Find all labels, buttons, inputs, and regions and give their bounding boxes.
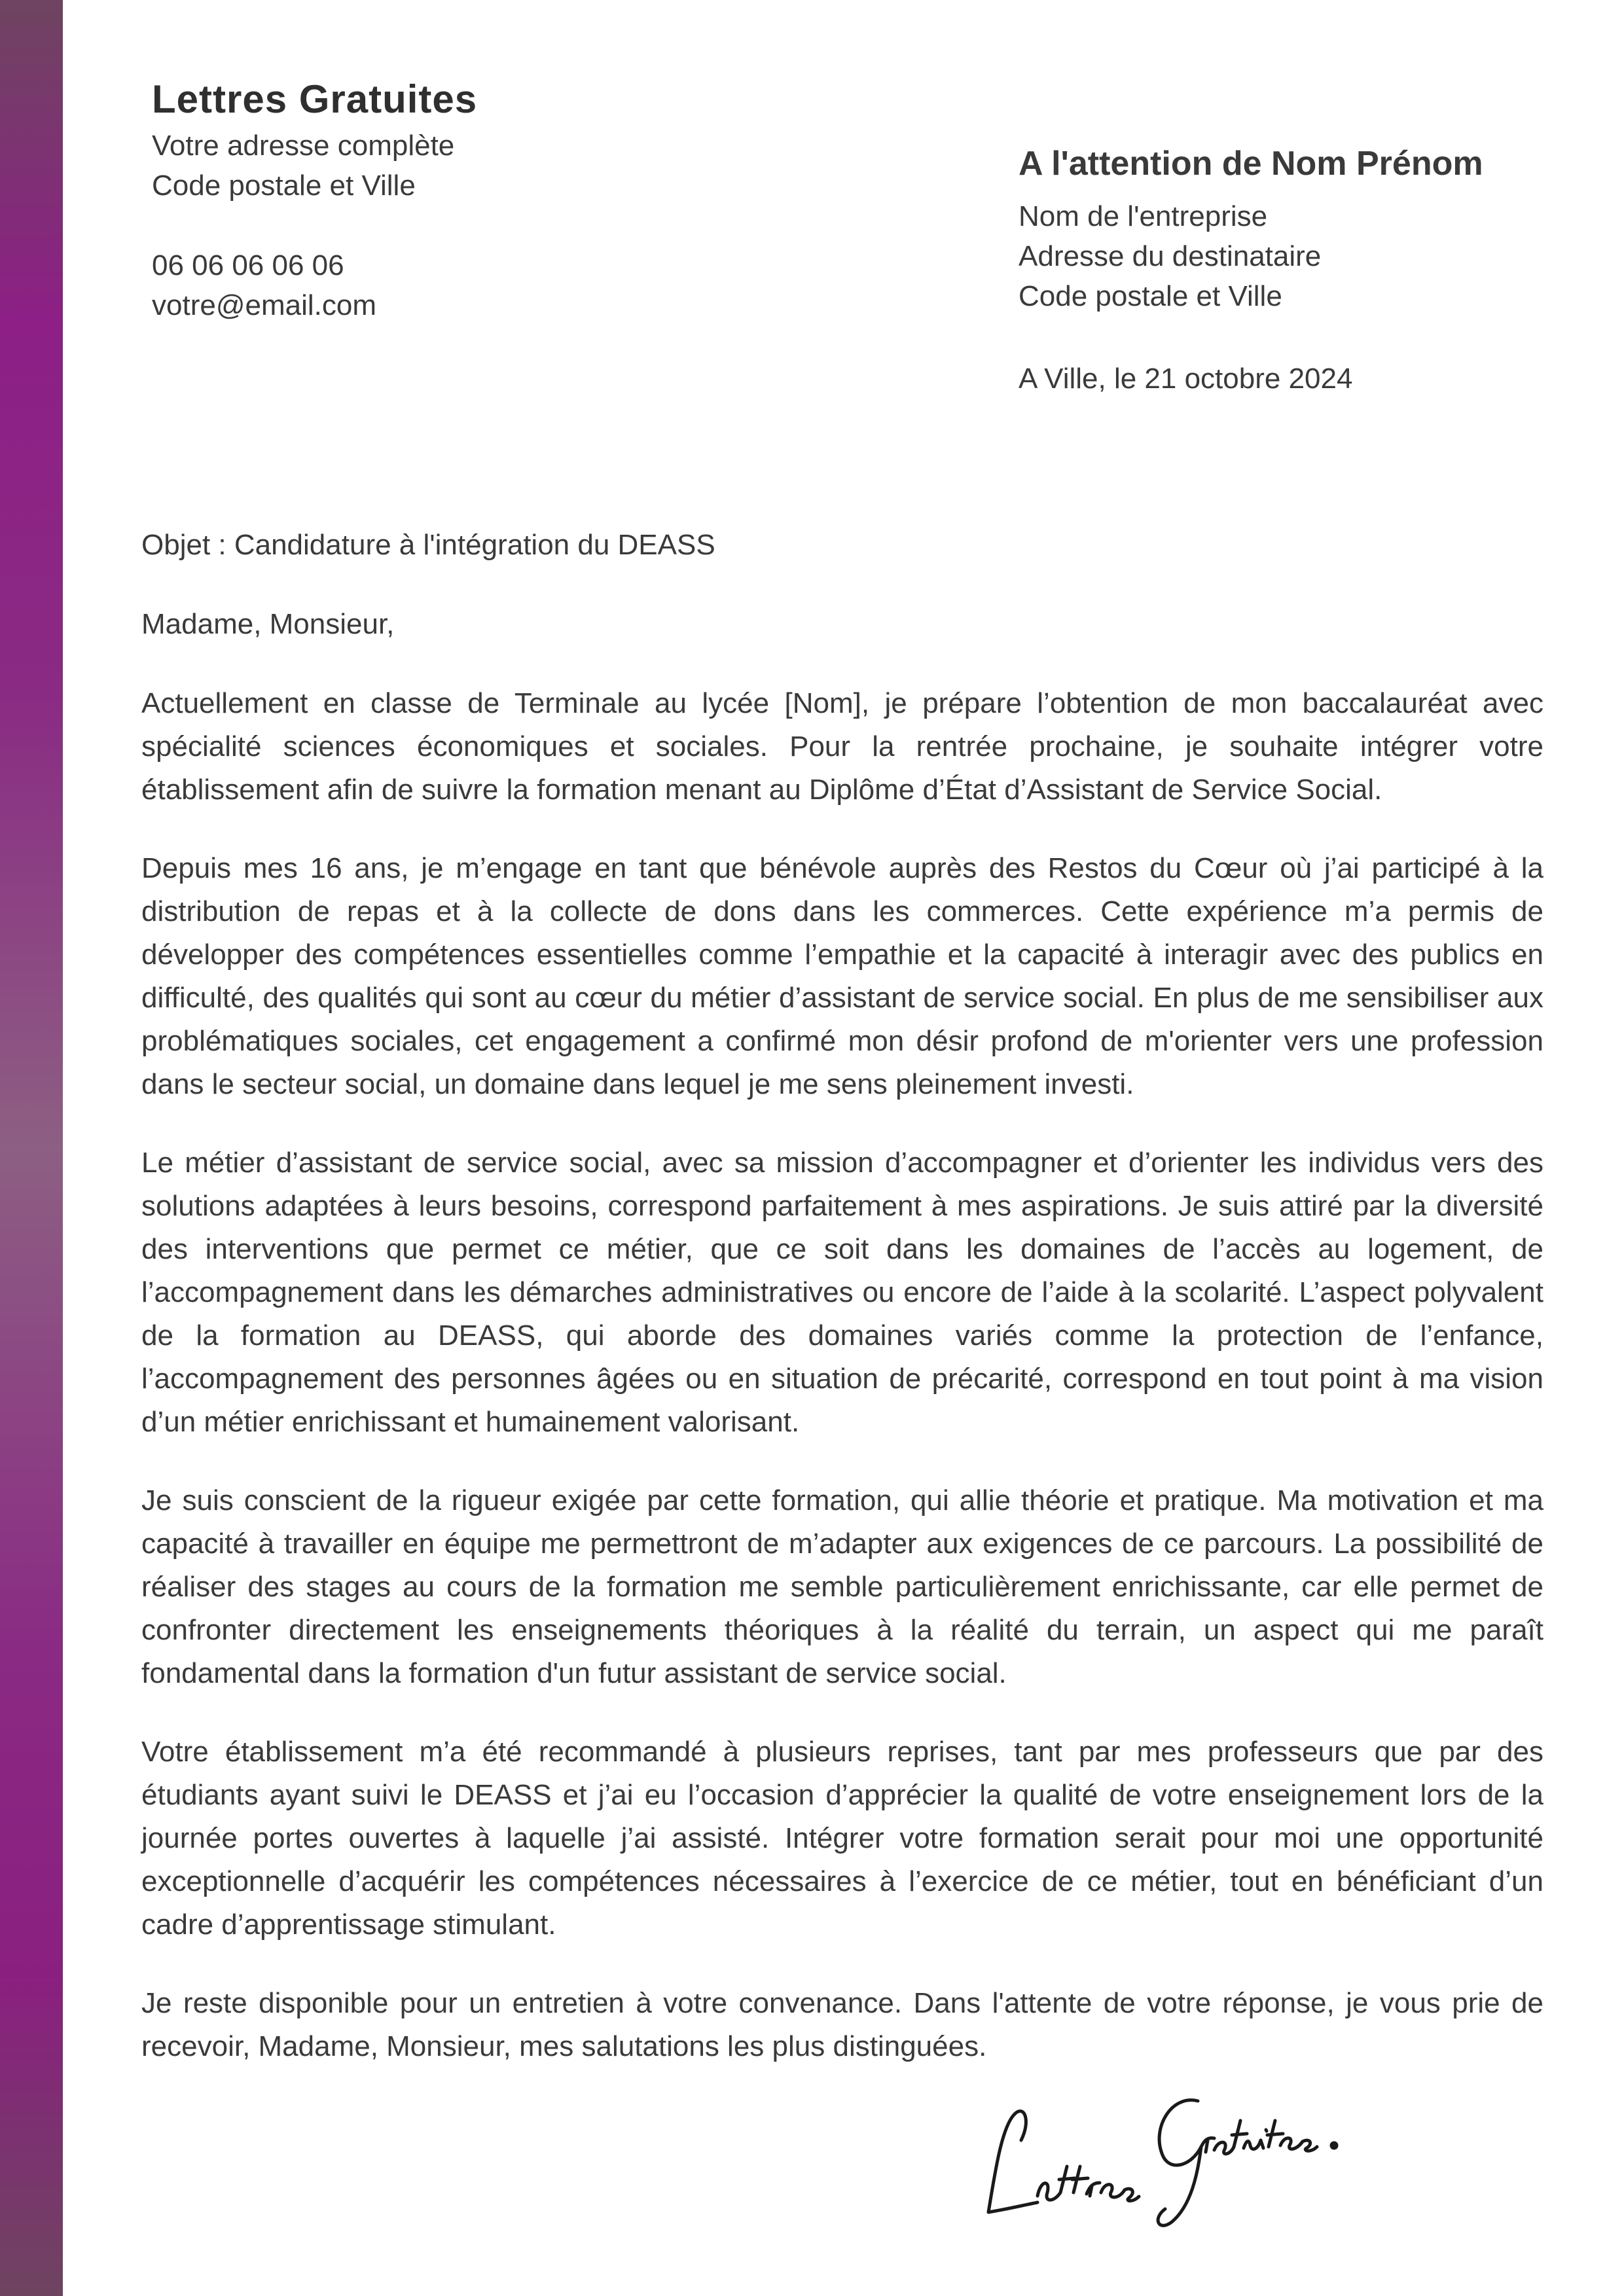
recipient-address: Adresse du destinataire (1019, 240, 1322, 272)
sender-city: Code postale et Ville (152, 170, 416, 202)
paragraph-3: Le métier d’assistant de service social, avec sa mission d’accompagner et d’orienter les individus vers des solutions adaptées à leurs besoins, correspond parfaitement à mes aspirations. Je suis attiré par la diversité des interventions que permet ce métier, que ce soit dans les domaines de l’accès au logement, de l’accompagnement dans les démarches administratives ou encore de l’aide à la scolarité. L’aspect polyvalent de la formation au DEASS, qui aborde des domaines variés comme la protection de l’enfance, l’accompagnement des personnes âgées ou en situation de précarité, correspond en tout point à ma vision d’un métier enrichissant et humainement valorisant. (141, 1147, 1543, 1438)
sender-address: Votre adresse complète (152, 130, 455, 162)
paragraph-5: Votre établissement m’a été recommandé à plusieurs reprises, tant par mes professeurs que par des étudiants ayant suivi le DEASS et j’ai eu l’occasion d’apprécier la qualité de votre enseignement lors de la journée portes ouvertes à laquelle j’ai assisté. Intégrer votre formation serait pour moi une opportunité exceptionnelle d’acquérir les compétences nécessaires à l’exercice de ce métier, tout en bénéficiant d’un cadre d’apprentissage stimulant. (141, 1736, 1543, 1941)
paragraph-4: Je suis conscient de la rigueur exigée par cette formation, qui allie théorie et pratique. Ma motivation et ma capacité à travailler en équipe me permettront de m’adapter aux exigences de ce parcours. La possibilité de réaliser des stages au cours de la formation me semble particulièrement enrichissante, car elle permet de confronter directement les enseignements théoriques à la réalité du terrain, un aspect qui me paraît fondamental dans la formation d'un futur assistant de service social. (141, 1484, 1543, 1689)
paragraph-6: Je reste disponible pour un entretien à votre convenance. Dans l'attente de votre réponse, je vous prie de recevoir, Madame, Monsieur, mes salutations les plus distinguées. (141, 1987, 1543, 2062)
sender-email: votre@email.com (152, 289, 376, 321)
recipient-attention: A l'attention de Nom Prénom (1019, 145, 1483, 183)
sender-phone: 06 06 06 06 06 (152, 249, 344, 281)
recipient-city: Code postale et Ville (1019, 280, 1282, 312)
sender-name: Lettres Gratuites (152, 77, 478, 121)
handwritten-signature (975, 2075, 1381, 2232)
letter-date: A Ville, le 21 octobre 2024 (1019, 363, 1353, 395)
letter-body (141, 524, 1543, 2104)
recipient-block (1019, 139, 1581, 399)
sender-block (152, 73, 741, 325)
letter-object: Objet : Candidature à l'intégration du DEASS (141, 529, 715, 561)
paragraph-1: Actuellement en classe de Terminale au lycée [Nom], je prépare l’obtention de mon baccalauréat avec spécialité sciences économiques et sociales. Pour la rentrée prochaine, je souhaite intégrer votre établissement afin de suivre la formation menant au Diplôme d’État d’Assistant de Service Social. (141, 687, 1543, 806)
paragraph-2: Depuis mes 16 ans, je m’engage en tant que bénévole auprès des Restos du Cœur où j’ai participé à la distribution de repas et à la collecte de dons dans les commerces. Cette expérience m’a permis de développer des compétences essentielles comme l’empathie et la capacité à interagir avec des publics en difficulté, des qualités qui sont au cœur du métier d’assistant de service social. En plus de me sensibiliser aux problématiques sociales, cet engagement a confirmé mon désir profond de m'orienter vers une profession dans le secteur social, un domaine dans lequel je me sens pleinement investi. (141, 852, 1543, 1100)
letter-salutation: Madame, Monsieur, (141, 608, 395, 640)
recipient-company: Nom de l'entreprise (1019, 200, 1268, 232)
decorative-sidebar (0, 0, 63, 2296)
